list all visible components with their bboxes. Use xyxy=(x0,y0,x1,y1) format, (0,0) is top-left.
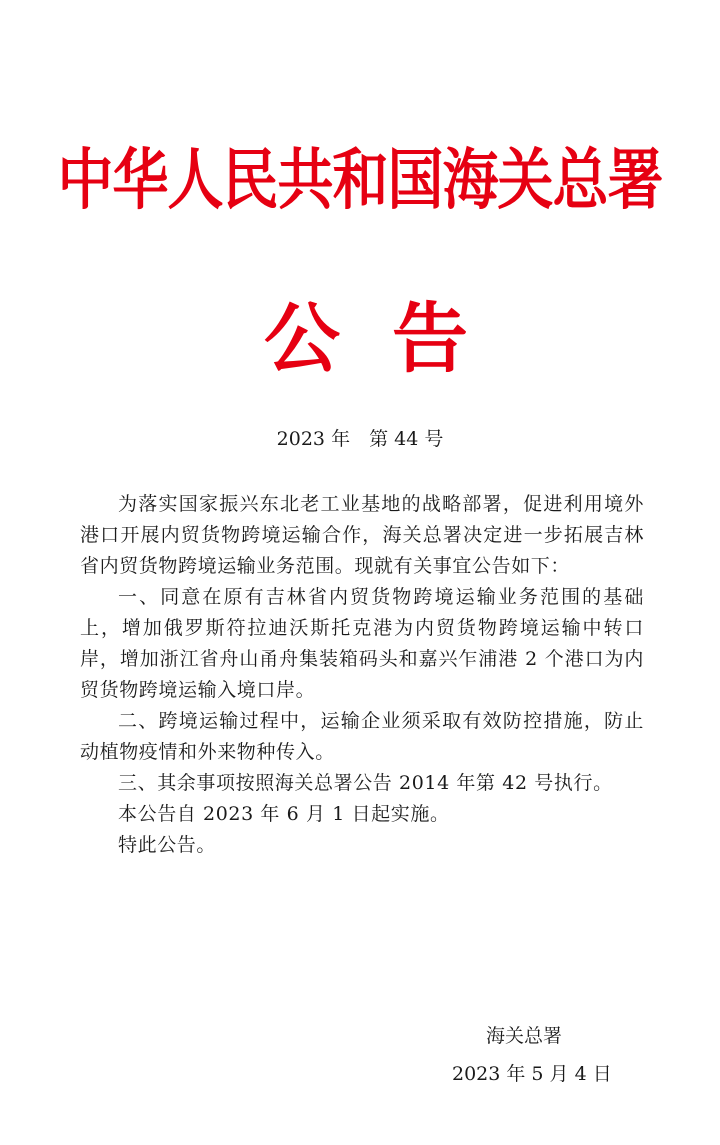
body-paragraph-item-1: 一、同意在原有吉林省内贸货物跨境运输业务范围的基础上，增加俄罗斯符拉迪沃斯托克港为内贸货物跨境运输中转口岸，增加浙江省舟山甬舟集装箱码头和嘉兴乍浦港 2 个港口为内贸货物跨境运输入境口岸。 xyxy=(80,586,644,701)
announcement-title-char-1: 公 xyxy=(264,294,340,383)
body-paragraph-closing: 特此公告。 xyxy=(118,834,217,856)
issuing-organization-header: 中华人民共和国海关总署 xyxy=(57,142,663,219)
document-number: 2023 年 第 44 号 xyxy=(276,428,444,450)
announcement-body xyxy=(80,489,644,861)
body-paragraph-item-2: 二、跨境运输过程中，运输企业须采取有效防控措施，防止动植物疫情和外来物种传入。 xyxy=(80,710,644,763)
signature-date: 2023 年 5 月 4 日 xyxy=(452,1063,612,1085)
announcement-title-char-2: 告 xyxy=(392,294,468,383)
body-paragraph-intro: 为落实国家振兴东北老工业基地的战略部署，促进利用境外港口开展内贸货物跨境运输合作，海关总署决定进一步拓展吉林省内贸货物跨境运输业务范围。现就有关事宜公告如下： xyxy=(80,493,644,577)
body-paragraph-effective-date: 本公告自 2023 年 6 月 1 日起实施。 xyxy=(118,803,450,825)
body-paragraph-item-3: 三、其余事项按照海关总署公告 2014 年第 42 号执行。 xyxy=(118,772,613,794)
signature-organization: 海关总署 xyxy=(486,1025,563,1047)
